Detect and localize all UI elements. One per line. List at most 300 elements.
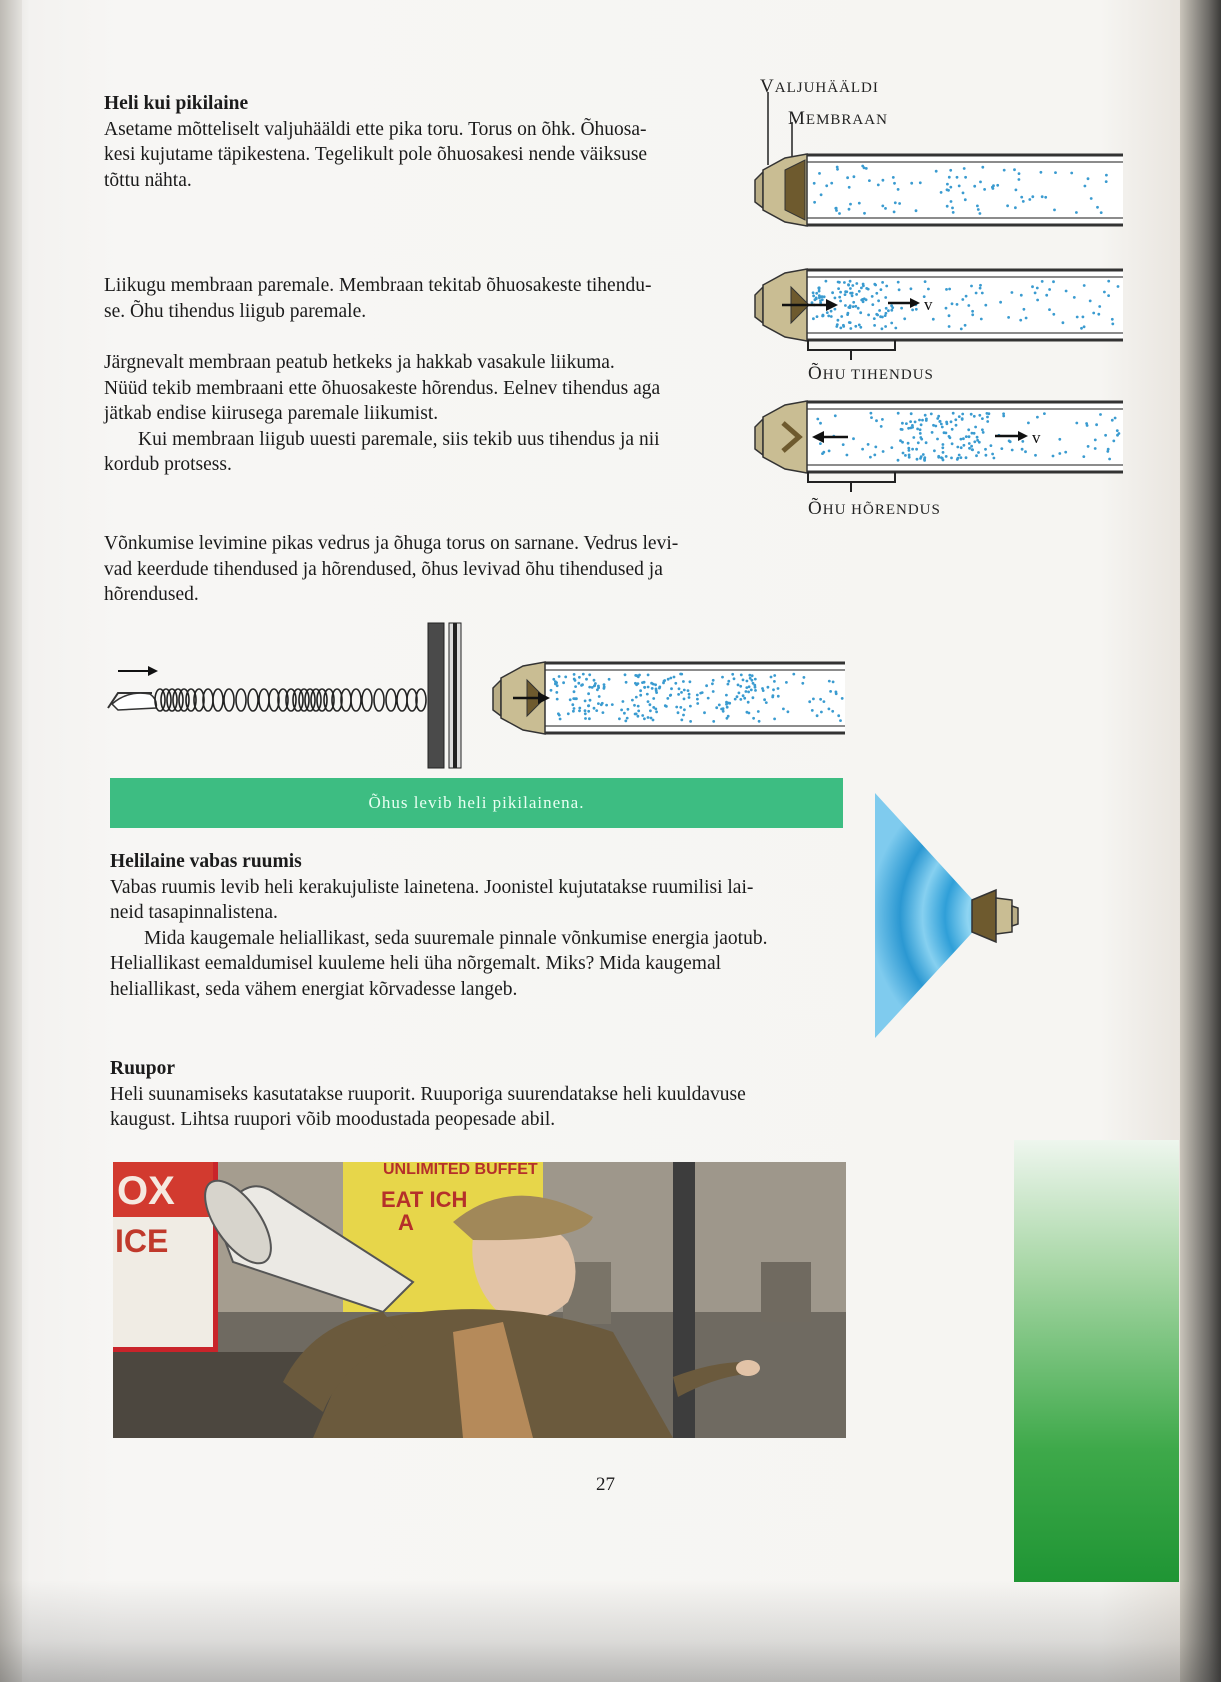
air-particle (904, 454, 907, 457)
air-particle (905, 422, 908, 425)
air-particle (550, 689, 553, 692)
air-particle (696, 702, 699, 705)
air-particle (971, 310, 974, 313)
air-particle (834, 207, 837, 210)
air-particle (952, 211, 955, 214)
tube-2 (755, 269, 1123, 360)
air-particle (754, 689, 757, 692)
label-membrane: MEMBRAAN (788, 108, 888, 129)
air-particle (658, 687, 661, 690)
air-particle (1084, 185, 1087, 188)
air-particle (1103, 291, 1106, 294)
air-particle (975, 292, 978, 295)
air-particle (813, 201, 816, 204)
air-particle (828, 680, 831, 683)
air-particle (767, 686, 770, 689)
air-particle (752, 717, 755, 720)
text-line: Nüüd tekib membraani ette õhuosakeste hõrendus. Eelnev tihendus aga (104, 377, 661, 399)
air-particle (849, 321, 852, 324)
air-particle (907, 442, 910, 445)
text-line: hõrendused. (104, 584, 199, 605)
air-particle (835, 325, 838, 328)
air-particle (837, 319, 840, 322)
air-particle (893, 182, 896, 185)
air-particle (846, 176, 849, 179)
air-particle (567, 712, 570, 715)
air-particle (981, 292, 984, 295)
air-particle (873, 317, 876, 320)
air-particle (924, 414, 927, 417)
air-particle (707, 697, 710, 700)
air-particle (834, 414, 837, 417)
air-particle (830, 315, 833, 318)
air-particle (840, 315, 843, 318)
air-particle (978, 441, 981, 444)
air-particle (620, 709, 623, 712)
air-particle (952, 412, 955, 415)
air-particle (932, 318, 935, 321)
air-particle (765, 701, 768, 704)
spring-turn (299, 689, 309, 711)
air-particle (955, 424, 958, 427)
air-particle (948, 176, 951, 179)
air-particle (942, 443, 945, 446)
air-particle (1105, 180, 1108, 183)
air-particle (1013, 168, 1016, 171)
air-particle (569, 698, 572, 701)
air-particle (884, 207, 887, 210)
air-particle (991, 453, 994, 456)
air-particle (574, 685, 577, 688)
air-particle (1003, 169, 1006, 172)
air-particle (552, 678, 555, 681)
air-particle (683, 698, 686, 701)
air-particle (992, 187, 995, 190)
text-line: Järgnevalt membraan peatub hetkeks ja hakkab vasakule liikuma. (104, 352, 615, 373)
air-particle (882, 179, 885, 182)
air-particle (740, 674, 743, 677)
air-particle (988, 412, 991, 415)
text-line: tõttu nähta. (104, 169, 192, 191)
air-particle (900, 428, 903, 431)
air-particle (577, 682, 580, 685)
air-particle (1075, 211, 1078, 214)
air-particle (983, 188, 986, 191)
air-particle (985, 454, 988, 457)
air-particle (683, 689, 686, 692)
air-particle (881, 205, 884, 208)
air-particle (908, 456, 911, 459)
air-particle (669, 694, 672, 697)
air-particle (841, 697, 844, 700)
air-particle (1011, 449, 1014, 452)
air-particle (912, 436, 915, 439)
air-particle (1020, 294, 1023, 297)
air-particle (1044, 196, 1047, 199)
air-particle (618, 717, 621, 720)
air-particle (842, 324, 845, 327)
air-particle (958, 454, 961, 457)
air-particle (596, 688, 599, 691)
text-line: Heli suunamiseks kasutatakse ruuporit. Ruuporiga suurendatakse heli kuuldavuse (110, 1083, 746, 1105)
text-line: Võnkumise levimine pikas vedrus ja õhuga torus on sarnane. Vedrus levi- (104, 533, 679, 554)
air-particle (754, 678, 757, 681)
spring-turn (397, 689, 407, 711)
air-particle (858, 324, 861, 327)
rarefaction-bracket (808, 472, 895, 492)
spring-turn (236, 689, 246, 711)
air-particle (1098, 305, 1101, 308)
section-vabas-ruumis (110, 849, 843, 1002)
air-particle (973, 185, 976, 188)
air-particle (951, 207, 954, 210)
air-particle (593, 679, 596, 682)
air-particle (852, 301, 855, 304)
air-particle (984, 448, 987, 451)
air-particle (918, 419, 921, 422)
air-particle (673, 676, 676, 679)
air-particle (637, 710, 640, 713)
spring-turn (167, 689, 177, 711)
air-particle (851, 284, 854, 287)
air-particle (920, 455, 923, 458)
air-particle (680, 673, 683, 676)
air-particle (655, 711, 658, 714)
page-number: 27 (596, 1474, 615, 1495)
air-particle (770, 676, 773, 679)
air-particle (844, 293, 847, 296)
air-particle (727, 680, 730, 683)
air-particle (927, 288, 930, 291)
air-particle (748, 674, 751, 677)
air-particle (830, 310, 833, 313)
air-particle (826, 311, 829, 314)
air-particle (588, 717, 591, 720)
air-particle (902, 452, 905, 455)
air-particle (849, 327, 852, 330)
air-particle (1111, 318, 1114, 321)
air-particle (555, 681, 558, 684)
air-particle (598, 695, 601, 698)
air-particle (837, 287, 840, 290)
air-particle (737, 684, 740, 687)
air-particle (624, 673, 627, 676)
air-particle (914, 421, 917, 424)
air-particle (960, 328, 963, 331)
air-particle (897, 459, 900, 462)
air-particle (986, 416, 989, 419)
air-particle (1065, 290, 1068, 293)
air-particle (838, 212, 841, 215)
air-particle (1107, 448, 1110, 451)
air-particle (1111, 323, 1114, 326)
spring-turn (374, 689, 384, 711)
air-particle (578, 709, 581, 712)
air-particle (1028, 198, 1031, 201)
air-particle (874, 284, 877, 287)
air-particle (846, 313, 849, 316)
air-particle (849, 280, 852, 283)
air-particle (812, 295, 815, 298)
air-particle (973, 432, 976, 435)
air-particle (624, 720, 627, 723)
air-particle (1082, 316, 1085, 319)
air-particle (696, 694, 699, 697)
air-particle (746, 711, 749, 714)
air-particle (589, 699, 592, 702)
air-particle (961, 298, 964, 301)
air-particle (1117, 285, 1120, 288)
air-particle (665, 705, 668, 708)
air-particle (823, 700, 826, 703)
air-particle (892, 176, 895, 179)
air-particle (655, 688, 658, 691)
air-particle (958, 415, 961, 418)
air-particle (919, 181, 922, 184)
air-particle (979, 287, 982, 290)
air-particle (1052, 455, 1055, 458)
air-particle (999, 301, 1002, 304)
air-particle (812, 317, 815, 320)
air-particle (945, 421, 948, 424)
air-particle (564, 676, 567, 679)
air-particle (1036, 416, 1039, 419)
air-particle (635, 696, 638, 699)
velocity-label: v (1032, 428, 1041, 447)
air-particle (1083, 284, 1086, 287)
air-particle (782, 708, 785, 711)
air-particle (633, 704, 636, 707)
air-particle (742, 694, 745, 697)
air-particle (1018, 178, 1021, 181)
air-particle (571, 703, 574, 706)
air-particle (727, 683, 730, 686)
air-particle (1019, 319, 1022, 322)
air-particle (712, 679, 715, 682)
spring-turn (155, 689, 165, 711)
air-particle (1041, 195, 1044, 198)
air-particle (924, 280, 927, 283)
air-particle (971, 313, 974, 316)
air-particle (622, 700, 625, 703)
tube-1 (755, 154, 1123, 226)
air-particle (932, 424, 935, 427)
air-particle (1014, 206, 1017, 209)
air-particle (749, 677, 752, 680)
air-particle (688, 696, 691, 699)
speaker-icon (755, 401, 807, 473)
air-particle (897, 188, 900, 191)
air-particle (739, 698, 742, 701)
air-particle (603, 687, 606, 690)
air-particle (878, 309, 881, 312)
air-particle (820, 193, 823, 196)
air-particle (869, 456, 872, 459)
air-particle (750, 689, 753, 692)
air-particle (1112, 440, 1115, 443)
air-particle (1099, 413, 1102, 416)
photo-illustration (113, 1162, 846, 1438)
air-particle (996, 184, 999, 187)
air-particle (901, 422, 904, 425)
spring-turn (351, 689, 361, 711)
text-line: vad keerdude tihendused ja hõrendused, õhus levivad õhu tihendused ja (104, 558, 663, 580)
air-particle (734, 698, 737, 701)
air-particle (835, 691, 838, 694)
air-particle (555, 691, 558, 694)
air-particle (649, 709, 652, 712)
air-particle (650, 717, 653, 720)
spherical-wave-figure (870, 790, 1020, 1040)
air-particle (981, 428, 984, 431)
air-particle (605, 704, 608, 707)
air-particle (916, 428, 919, 431)
air-particle (1015, 189, 1018, 192)
air-particle (832, 681, 835, 684)
svg-text:OX: OX (117, 1169, 175, 1213)
air-particle (834, 308, 837, 311)
air-particle (1048, 288, 1051, 291)
air-particle (625, 681, 628, 684)
air-particle (950, 200, 953, 203)
air-particle (962, 437, 965, 440)
spring-turn (305, 689, 315, 711)
air-particle (1011, 291, 1014, 294)
air-particle (975, 454, 978, 457)
air-particle (758, 720, 761, 723)
air-particle (1100, 211, 1103, 214)
air-particle (970, 285, 973, 288)
air-particle (743, 697, 746, 700)
air-particle (890, 309, 893, 312)
air-particle (573, 707, 576, 710)
air-particle (945, 288, 948, 291)
air-particle (978, 414, 981, 417)
air-particle (923, 459, 926, 462)
air-particle (859, 326, 862, 329)
air-particle (1073, 296, 1076, 299)
air-particle (829, 690, 832, 693)
air-particle (937, 456, 940, 459)
air-particle (720, 708, 723, 711)
air-particle (593, 707, 596, 710)
air-particle (816, 714, 819, 717)
air-particle (725, 703, 728, 706)
air-particle (870, 412, 873, 415)
air-particle (647, 674, 650, 677)
air-particle (949, 186, 952, 189)
air-particle (825, 280, 828, 283)
text-line: Asetame mõtteliselt valjuhääldi ette pika toru. Torus on õhk. Õhuosa- (104, 118, 647, 140)
air-particle (820, 295, 823, 298)
air-particle (875, 292, 878, 295)
air-particle (639, 694, 642, 697)
air-particle (910, 412, 913, 415)
air-particle (558, 714, 561, 717)
air-particle (815, 297, 818, 300)
air-particle (940, 456, 943, 459)
air-particle (773, 680, 776, 683)
caption-banner (110, 778, 843, 828)
air-particle (773, 674, 776, 677)
air-particle (1087, 445, 1090, 448)
text-line: Kui membraan liigub uuesti paremale, siis tekib uus tihendus ja nii (138, 428, 660, 450)
air-particle (967, 304, 970, 307)
air-particle (1107, 294, 1110, 297)
air-particle (830, 182, 833, 185)
air-particle (647, 716, 650, 719)
air-particle (899, 439, 902, 442)
air-particle (965, 456, 968, 459)
green-side-bar (1014, 1140, 1179, 1582)
air-particle (894, 201, 897, 204)
air-particle (920, 423, 923, 426)
air-particle (1034, 292, 1037, 295)
air-particle (751, 674, 754, 677)
air-particle (587, 692, 590, 695)
spring-coil (155, 689, 426, 711)
air-particle (1000, 447, 1003, 450)
air-particle (679, 706, 682, 709)
air-particle (718, 704, 721, 707)
tube-3 (755, 401, 1123, 492)
air-particle (675, 706, 678, 709)
air-particle (921, 419, 924, 422)
air-particle (982, 431, 985, 434)
air-particle (1058, 452, 1061, 455)
air-particle (940, 423, 943, 426)
air-particle (753, 684, 756, 687)
air-particle (611, 703, 614, 706)
air-particle (1094, 439, 1097, 442)
air-particle (1062, 321, 1065, 324)
air-particle (858, 202, 861, 205)
compression-bracket (808, 340, 895, 360)
air-particle (1092, 312, 1095, 315)
air-particle (855, 293, 858, 296)
air-particle (875, 313, 878, 316)
air-particle (680, 691, 683, 694)
air-particle (825, 184, 828, 187)
air-particle (1114, 417, 1117, 420)
air-particle (861, 165, 864, 168)
air-particle (1052, 313, 1055, 316)
spring-turn (161, 689, 171, 711)
air-particle (811, 709, 814, 712)
air-particle (870, 416, 873, 419)
air-particle (745, 690, 748, 693)
air-particle (877, 184, 880, 187)
air-particle (643, 681, 646, 684)
air-particle (867, 288, 870, 291)
air-particle (631, 699, 634, 702)
heading-pikilaine: Heli kui pikilaine (104, 93, 249, 114)
air-particle (854, 325, 857, 328)
air-particle (984, 304, 987, 307)
air-particle (942, 451, 945, 454)
air-particle (649, 703, 652, 706)
air-particle (968, 447, 971, 450)
air-particle (960, 456, 963, 459)
air-particle (842, 443, 845, 446)
air-particle (820, 711, 823, 714)
air-particle (608, 678, 611, 681)
air-particle (884, 296, 887, 299)
air-particle (898, 288, 901, 291)
air-particle (897, 412, 900, 415)
air-particle (688, 693, 691, 696)
text-line: Heliallikast eemaldumisel kuuleme heli üha nõrgemalt. Miks? Mida kaugemal (110, 953, 722, 974)
